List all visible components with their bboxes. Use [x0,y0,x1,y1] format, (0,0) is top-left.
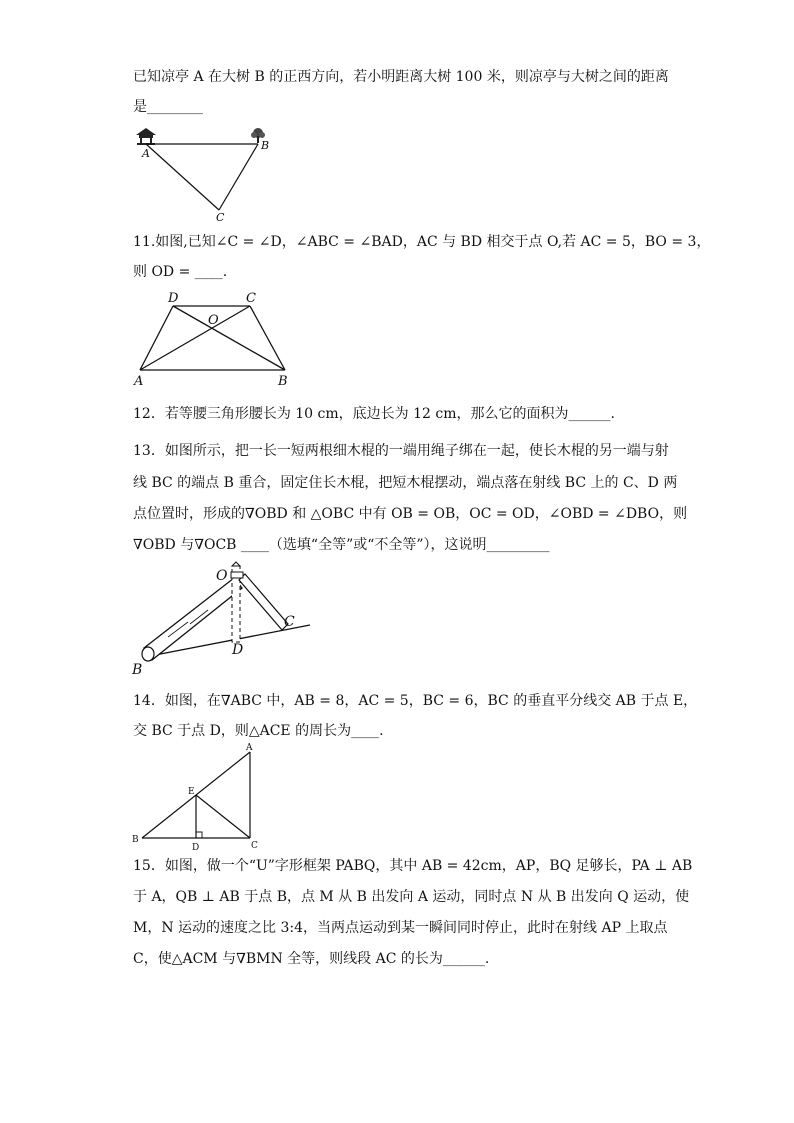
label-E: E [188,787,195,797]
label-D: D [192,843,200,852]
label-B: B [278,374,288,388]
label-A: A [142,147,150,160]
label-B: B [261,139,270,152]
label-C: C [251,841,258,851]
q13-text-line1: 13．如图所示，把一长一短两根细木棍的一端用绳子绑在一起，使长木棍的另一端与射 [133,443,669,459]
q15-text-line2: 于 A，QB ⊥ AB 于点 B，点 M 从 B 出发向 A 运动，同时点 N 从 B 出发向 Q 运动，使 [133,889,690,905]
segment-AC [146,144,219,210]
q13-text-line3: 点位置时，形成的∇OBD 和 △OBC 中有 OB = OB，OC = OD，∠OBD = ∠DBO，则 [133,506,688,522]
q11-text-line1: 11.如图,已知∠C = ∠D，∠ABC = ∠BAD，AC 与 BD 相交于点 O,若 AC = 5，BO = 3， [133,234,711,250]
q15-text-line3: M，N 运动的速度之比 3:4，当两点运动到某一瞬间同时停止，此时在射线 AP 上取点 [133,920,668,936]
label-C: C [246,291,256,306]
q15-text-line4: C，使△ACM 与∇BMN 全等，则线段 AC 的长为______. [133,951,490,967]
q13-text-line2: 线 BC 的端点 B 重合，固定住长木棍，把短木棍摆动，端点落在射线 BC 上的 C、D 两 [133,475,678,491]
segment-EC [196,795,250,838]
q13-text-line4: ∇OBD 与∇OCB ____（选填“全等”或“不全等”），这说明_________ [133,537,550,553]
q13-figure [128,560,318,678]
label-B: B [132,835,139,845]
label-B: B [132,662,143,678]
q14-text-line2: 交 BC 于点 D，则△ACE 的周长为____. [133,723,384,739]
label-O: O [216,568,228,584]
pavilion-icon [136,128,156,145]
q11-figure [130,288,300,388]
q14-text-line1: 14．如图，在∇ABC 中，AB = 8，AC = 5，BC = 6，BC 的垂直平分线交 AB 于点 E， [133,693,698,709]
q14-figure [128,742,268,852]
right-angle-mark [196,832,202,838]
label-D: D [232,642,244,658]
q15-text-line1: 15．如图，做一个“U”字形框架 PABQ，其中 AB = 42cm，AP，BQ 足够长，PA ⊥ AB [133,858,693,874]
label-O: O [208,313,219,328]
q11-text-line2: 则 OD = ____. [133,264,228,280]
long-stick [142,578,242,661]
label-C: C [216,211,225,224]
segment-BC [219,144,258,210]
label-A: A [134,374,144,388]
label-C: C [284,614,295,630]
label-D: D [168,291,179,306]
q10-figure [130,125,280,225]
rope-knot [231,572,243,578]
q10-text-line2: 是________ [133,99,203,115]
label-A: A [246,743,253,753]
q12-text-line1: 12．若等腰三角形腰长为 10 cm，底边长为 12 cm，那么它的面积为______. [133,406,615,422]
short-stick-to-C [239,574,288,630]
q10-text-line1: 已知凉亭 A 在大树 B 的正西方向，若小明距离大树 100 米，则凉亭与大树之间的距离 [133,69,669,85]
